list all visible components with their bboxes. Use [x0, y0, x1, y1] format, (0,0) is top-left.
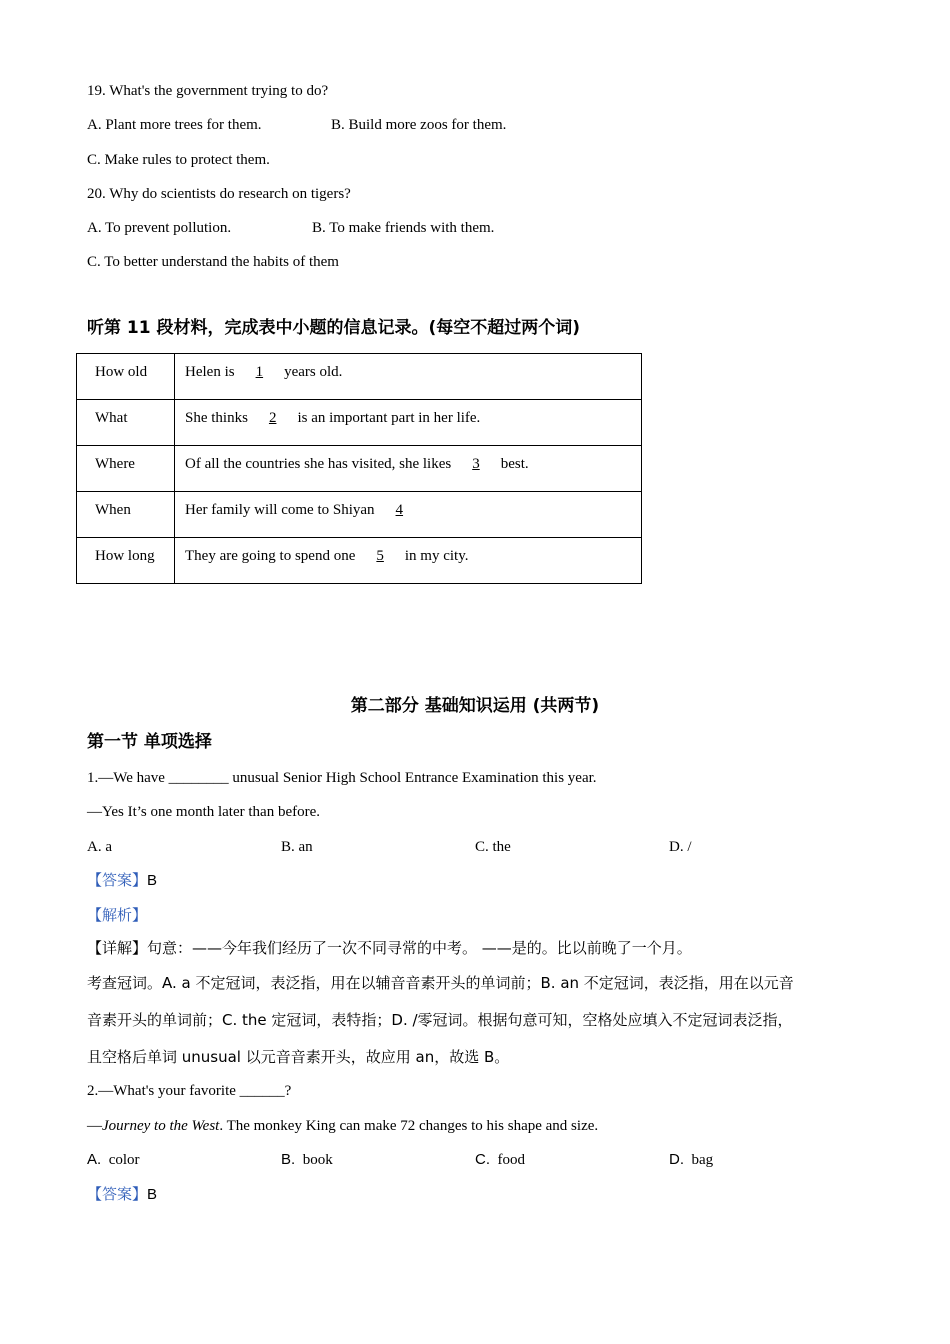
book-title: Journey to the West: [102, 1118, 220, 1134]
option-letter: A.: [87, 1151, 102, 1168]
record-key: Where: [77, 446, 175, 492]
record-key: What: [77, 400, 175, 446]
record-text-pre: She thinks: [185, 410, 252, 426]
item2-stem: 2.—What's your favorite ______?: [87, 1083, 292, 1099]
reply-rest: . The monkey King can make 72 changes to his shape and size.: [219, 1118, 599, 1134]
item2-option-c: [475, 1150, 525, 1170]
answer-tag: 【答案】: [87, 1185, 148, 1203]
record-row: [77, 354, 642, 400]
answer-value: B: [147, 872, 158, 889]
record-value: [175, 400, 642, 446]
record-text-post: in my city.: [401, 548, 469, 564]
item1-reply: —Yes It’s one month later than before.: [87, 804, 321, 820]
q20-option-c: C. To better understand the habits of them: [87, 254, 339, 270]
part2-title: 第二部分 基础知识运用 (共两节): [350, 696, 600, 716]
answer-blank: 2: [268, 410, 277, 426]
answer-blank: 1: [255, 364, 264, 380]
item1-explanation-2: 音素开头的单词前；C. the 定冠词，表特指；D. /零冠词。根据句意可知，空格处应填入不定冠词表泛指，: [87, 1011, 793, 1029]
record-text-post: years old.: [280, 364, 343, 380]
q20-stem: 20. Why do scientists do research on tigers?: [87, 186, 351, 202]
record-row: [77, 446, 642, 492]
record-text-pre: They are going to spend one: [185, 548, 360, 564]
record-key: How old: [77, 354, 175, 400]
answer-blank: 4: [395, 502, 404, 518]
item1-stem: 1.—We have ________ unusual Senior High School Entrance Examination this year.: [87, 770, 597, 786]
analysis-tag: 【解析】: [87, 906, 148, 924]
record-text-pre: Of all the countries she has visited, she likes: [185, 456, 455, 472]
item2-answer-row: [87, 1184, 157, 1205]
item1-option-c: C. the: [475, 839, 511, 855]
record-text-pre: Helen is: [185, 364, 239, 380]
record-text-post: is an important part in her life.: [293, 410, 481, 426]
record-text-pre: Her family will come to Shiyan: [185, 502, 379, 518]
option-text: color: [108, 1152, 140, 1168]
item1-detail: 【详解】句意：——今年我们经历了一次不同寻常的中考。 ——是的。比以前晚了一个月。: [87, 939, 692, 957]
option-letter: D.: [669, 1151, 684, 1168]
section11-heading: 听第 11 段材料，完成表中小题的信息记录。(每空不超过两个词): [87, 318, 581, 338]
option-letter: C.: [475, 1151, 490, 1168]
item2-option-a: [87, 1150, 140, 1170]
item1-option-b: B. an: [281, 839, 313, 855]
record-value: [175, 446, 642, 492]
q19-stem: 19. What's the government trying to do?: [87, 83, 329, 99]
item1-explanation-3: 且空格后单词 unusual 以元音音素开头，故应用 an，故选 B。: [87, 1048, 510, 1066]
reply-dash: —: [87, 1118, 102, 1134]
option-text: bag: [691, 1152, 714, 1168]
record-value: [175, 492, 642, 538]
option-text: food: [497, 1152, 525, 1168]
item1-answer-row: [87, 870, 157, 891]
answer-blank: 5: [376, 548, 384, 564]
item1-option-a: A. a: [87, 839, 112, 855]
answer-value: B: [147, 1186, 158, 1203]
q19-option-b: B. Build more zoos for them.: [331, 117, 507, 133]
answer-blank: 3: [472, 456, 480, 472]
q19-option-c: C. Make rules to protect them.: [87, 152, 270, 168]
q20-option-b: B. To make friends with them.: [312, 220, 495, 236]
q19-option-a: A. Plant more trees for them.: [87, 117, 262, 133]
record-value: [175, 354, 642, 400]
item2-option-b: [281, 1150, 333, 1170]
answer-tag: 【答案】: [87, 871, 148, 889]
record-text-post: best.: [496, 456, 529, 472]
record-row: [77, 538, 642, 584]
option-letter: B.: [281, 1151, 296, 1168]
item2-option-d: [669, 1150, 713, 1170]
q20-option-a: A. To prevent pollution.: [87, 220, 232, 236]
record-table: [76, 353, 642, 584]
record-key: How long: [77, 538, 175, 584]
record-row: [77, 400, 642, 446]
option-text: book: [302, 1152, 333, 1168]
section1-title: 第一节 单项选择: [87, 732, 212, 752]
item2-reply: [87, 1116, 598, 1136]
item1-explanation-1: 考查冠词。A. a 不定冠词，表泛指，用在以辅音音素开头的单词前；B. an 不定冠词，表泛指，用在以元音: [87, 974, 794, 992]
record-row: [77, 492, 642, 538]
record-value: [175, 538, 642, 584]
item1-option-d: D. /: [669, 839, 692, 855]
record-key: When: [77, 492, 175, 538]
